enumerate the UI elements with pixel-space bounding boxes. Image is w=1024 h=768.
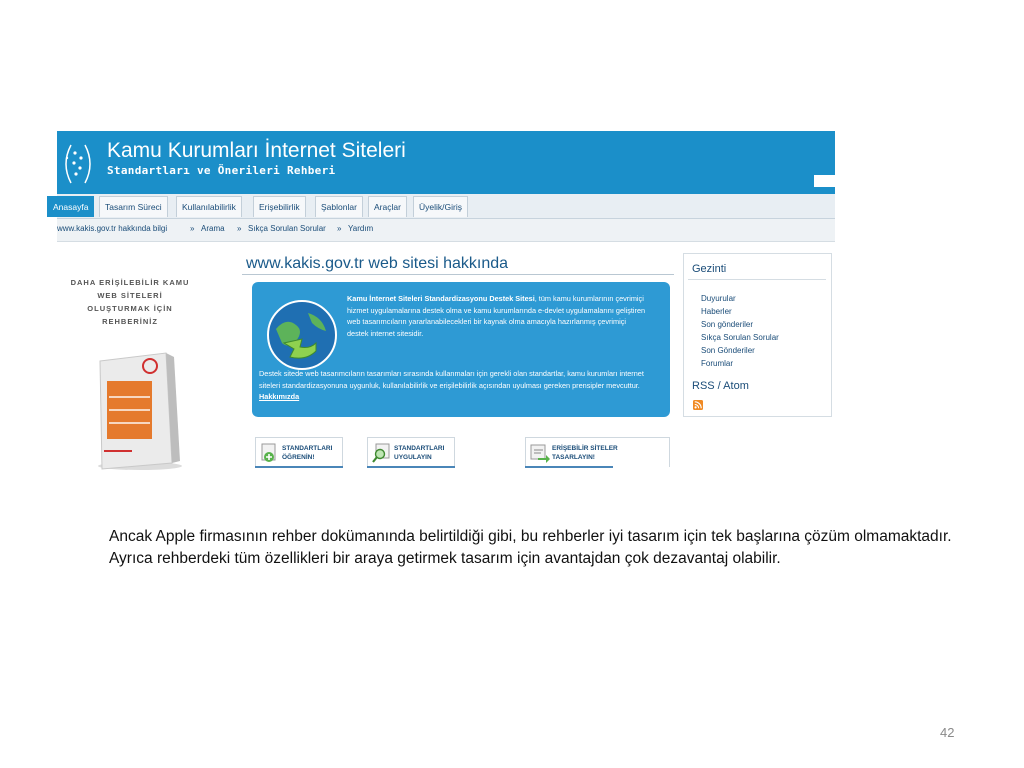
site-logo-icon [57,141,99,187]
breadcrumb [57,219,835,242]
cta-line2: ÖĞRENİN! [282,454,315,461]
site-title: Kamu Kurumları İnternet Siteleri [107,139,406,162]
cta-underline [367,466,455,468]
tab-uyelik-giris[interactable]: Üyelik/Giriş [413,196,468,217]
crumb-separator: » [237,224,242,233]
sidebar-link-son-gonderiler-2[interactable]: Son Gönderiler [701,346,755,355]
main-nav [53,194,835,219]
tab-kullanilabilirlik[interactable]: Kullanılabilirlik [176,196,242,217]
cta-learn-standards[interactable] [255,437,343,467]
info-paragraph-1 [347,293,647,339]
slide-line-2: Ayrıca rehberdeki tüm özellikleri bir araya getirmek tasarım için avantajdan çok dezavantaj olabilir. [109,549,781,567]
sidebar-link-sss[interactable]: Sıkça Sorulan Sorular [701,333,779,342]
website-screenshot [53,131,835,470]
cta-apply-standards[interactable] [367,437,455,467]
globe-arrow-icon [266,299,338,371]
crumb-separator: » [190,224,195,233]
promo-text: DAHA ERİŞİLEBİLİR KAMU WEB SİTELERİ OLUŞTURMAK İÇİN REHBERİNİZ [70,278,190,326]
sidebar-link-haberler[interactable]: Haberler [701,307,732,316]
plus-doc-icon [260,443,280,463]
info-text-2: Destek sitede web tasarımcıların tasarımları sırasında kullanmaları için gerekli olan standartlar, kamu kurumları internet siteleri standardizasyonuna uygunluk, kullanılabilirlik ve erişilebilirlik açısından uyulması gereken prensipler mevcuttur. [259,369,644,390]
cta-underline [525,466,613,468]
site-subtitle: Standartları ve Önerileri Rehberi [107,164,336,177]
cta-label [282,444,332,462]
tab-erisebilirlik[interactable]: Erişebilirlik [253,196,306,217]
cta-design-accessible[interactable] [525,437,670,467]
info-paragraph-2 [259,368,664,403]
tab-anasayfa[interactable]: Anasayfa [47,196,94,217]
magnifier-icon [372,443,392,463]
cta-line2: UYGULAYIN [394,454,432,461]
crumb-separator: » [337,224,342,233]
site-banner [57,131,835,194]
cta-label [394,444,444,462]
banner-notch [814,175,835,187]
tab-araclar[interactable]: Araçlar [368,196,407,217]
cta-line2: TASARLAYIN! [552,454,595,461]
sidebar [683,253,832,417]
tab-tasarim-sureci[interactable]: Tasarım Süreci [99,196,168,217]
tab-sablonlar[interactable]: Şablonlar [315,196,363,217]
sidebar-link-duyurular[interactable]: Duyurular [701,294,736,303]
crumb-about[interactable]: www.kakis.gov.tr hakkında bilgi [57,224,168,233]
sidebar-title: Gezinti [692,263,727,275]
heading-divider [242,274,674,275]
about-link[interactable]: Hakkımızda [259,392,300,401]
sidebar-link-son-gonderiler[interactable]: Son gönderiler [701,320,754,329]
page-number: 42 [940,725,955,740]
info-text: , tüm kamu kurumlarının çevrimiçi hizmet uygulamalarına destek olma ve kamu kurumlarında e-devlet uygulamalarını geliştiren web tasarımcıların yararlanabilecekleri bir kaynak olma amacıyla hazırlanmış çevrimiçi destek internet sitesidir. [347,294,646,338]
arrow-doc-icon [530,443,550,463]
info-bold: Kamu İnternet Siteleri Standardizasyonu Destek Sitesi [347,294,535,303]
cta-line1: ERİŞEBİLİR SİTELER [552,445,618,452]
info-box [252,282,670,417]
cta-label [552,444,618,462]
sidebar-divider [688,279,826,280]
rss-icon[interactable] [693,400,703,410]
cta-line1: STANDARTLARI [282,445,333,452]
slide-line-1: Ancak Apple firmasının rehber dokümanında belirtildiği gibi, bu rehberler iyi tasarım için tek başlarına çözüm olmamaktadır. [109,528,952,545]
crumb-search[interactable]: Arama [201,224,225,233]
rss-title[interactable]: RSS / Atom [692,380,749,392]
sidebar-link-forumlar[interactable]: Forumlar [701,359,734,368]
cta-line1: STANDARTLARI [394,445,445,452]
crumb-help[interactable]: Yardım [348,224,374,233]
guide-book-image [92,351,187,471]
cta-underline [255,466,343,468]
crumb-faq[interactable]: Sıkça Sorulan Sorular [248,224,326,233]
main-heading: www.kakis.gov.tr web sitesi hakkında [246,255,509,272]
slide-body-text [109,526,979,569]
